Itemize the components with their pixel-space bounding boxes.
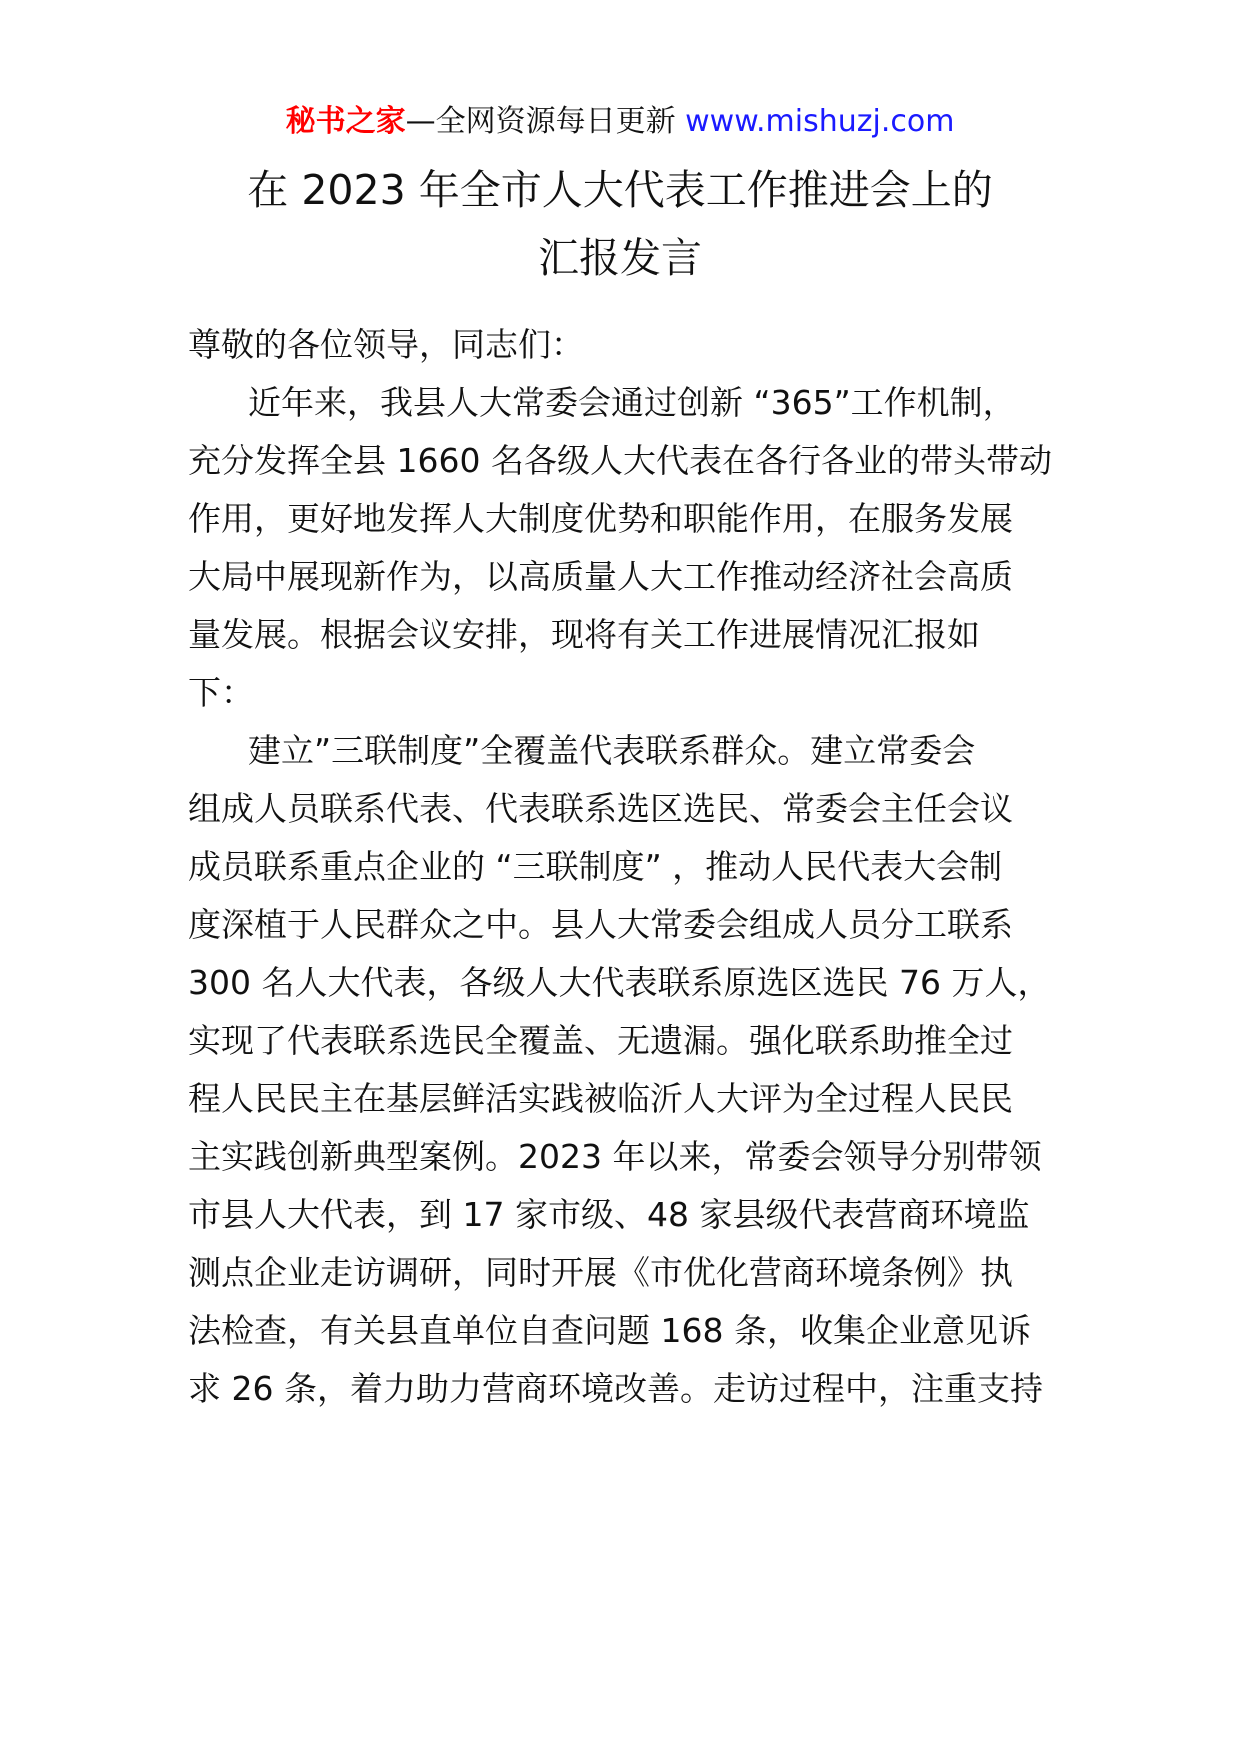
body-line: 主实践创新典型案例。2023 年以来，常委会领导分别带领 [188, 1137, 1042, 1176]
site-header [0, 100, 1240, 144]
brand-name: 秘书之家 [285, 104, 406, 139]
body-line: 建立”三联制度”全覆盖代表联系群众。建立常委会 [248, 731, 976, 770]
body-line: 300 名人大代表，各级人大代表联系原选区选民 76 万人， [188, 963, 1051, 1002]
body-line: 法检查，有关县直单位自查问题 168 条，收集企业意见诉 [188, 1311, 1031, 1350]
body-line: 组成人员联系代表、代表联系选区选民、常委会主任会议 [188, 789, 1013, 828]
body-line: 市县人大代表，到 17 家市级、48 家县级代表营商环境监 [188, 1195, 1030, 1234]
body-line: 实现了代表联系选民全覆盖、无遗漏。强化联系助推全过 [188, 1021, 1013, 1060]
document-title-line-1: 在 2023 年全市人大代表工作推进会上的 [247, 166, 993, 214]
header-tagline: —全网资源每日更新 [405, 104, 676, 139]
body-line: 作用，更好地发挥人大制度优势和职能作用，在服务发展 [188, 499, 1013, 538]
body-line: 成员联系重点企业的 “三联制度” ，推动人民代表大会制 [188, 847, 1003, 886]
body-line: 程人民民主在基层鲜活实践被临沂人大评为全过程人民民 [188, 1079, 1013, 1118]
body-line: 近年来，我县人大常委会通过创新 “365”工作机制， [248, 383, 1016, 422]
body-line: 求 26 条，着力助力营商环境改善。走访过程中，注重支持 [188, 1369, 1043, 1408]
body-line: 度深植于人民群众之中。县人大常委会组成人员分工联系 [188, 905, 1013, 944]
body-line: 充分发挥全县 1660 名各级人大代表在各行各业的带头带动 [188, 441, 1052, 480]
body-line: 测点企业走访调研，同时开展《市优化营商环境条例》执 [188, 1253, 1013, 1292]
body-line: 下： [188, 673, 254, 712]
body-line: 大局中展现新作为，以高质量人大工作推动经济社会高质 [188, 557, 1013, 596]
site-link[interactable]: www.mishuzj.com [685, 104, 955, 139]
salutation: 尊敬的各位领导，同志们： [188, 325, 584, 364]
body-line: 量发展。根据会议安排，现将有关工作进展情况汇报如 [188, 615, 980, 654]
document-title-line-2: 汇报发言 [538, 234, 702, 282]
